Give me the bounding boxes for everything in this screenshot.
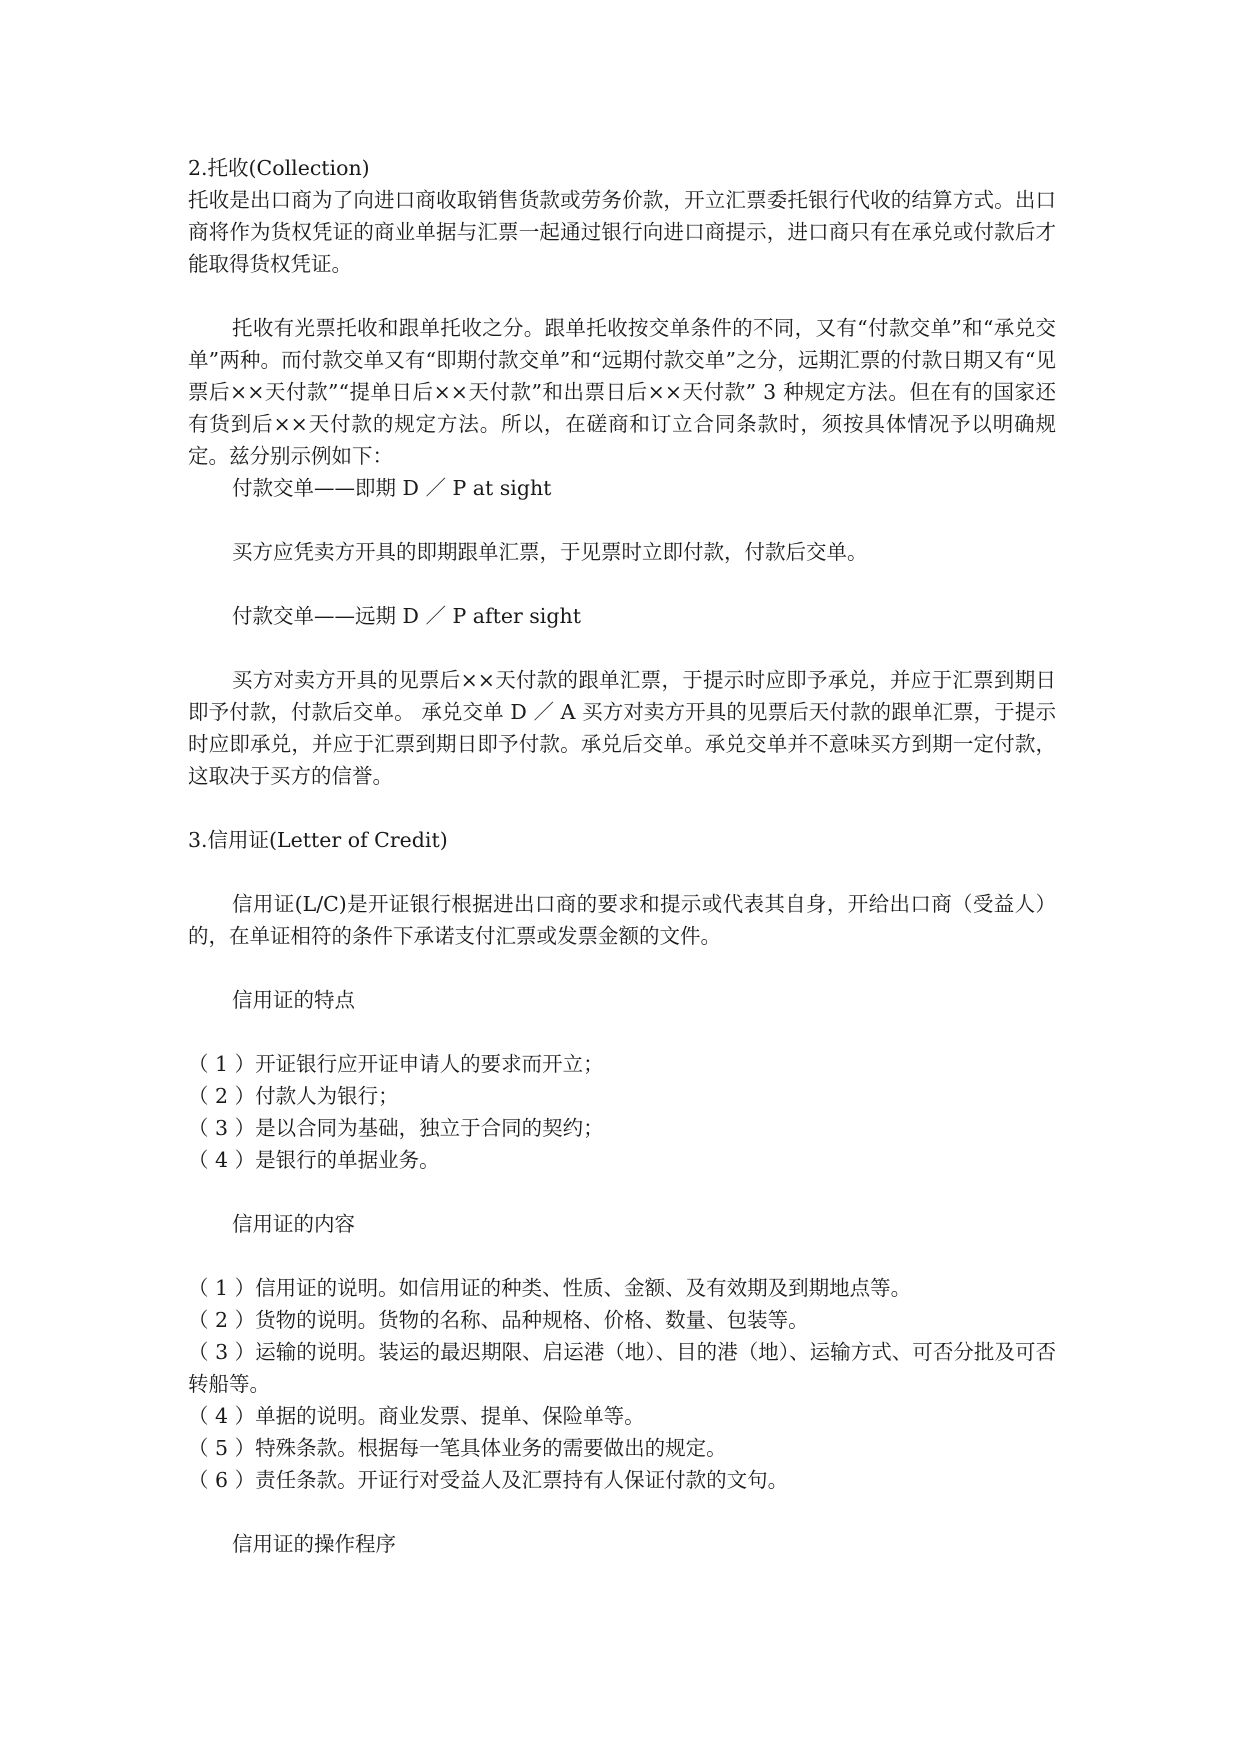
list-item: （ 3 ）运输的说明。装运的最迟期限、启运港（地）、目的港（地）、运输方式、可否分批及可否转船等。 (188, 1340, 1056, 1396)
dp-sight-text: 买方应凭卖方开具的即期跟单汇票，于见票时立即付款，付款后交单。 (232, 540, 868, 564)
spacer (188, 1176, 1056, 1208)
list-item: （ 2 ）货物的说明。货物的名称、品种规格、价格、数量、包装等。 (188, 1308, 809, 1332)
lc-features-list (188, 1048, 1056, 1176)
list-item: （ 4 ）单据的说明。商业发票、提单、保险单等。 (188, 1404, 645, 1428)
lc-heading: 3.信用证(Letter of Credit) (188, 828, 448, 852)
lc-definition: 信用证(L/C)是开证银行根据进出口商的要求和提示或代表其自身，开给出口商（受益人）的，在单证相符的条件下承诺支付汇票或发票金额的文件。 (188, 892, 1056, 948)
lc-contents-list (188, 1272, 1056, 1496)
spacer (188, 280, 1056, 312)
lc-procedure-title: 信用证的操作程序 (232, 1532, 396, 1556)
dp-sight-label: 付款交单——即期 D ／ P at sight (232, 476, 552, 500)
lc-contents-title: 信用证的内容 (232, 1212, 355, 1236)
collection-heading: 2.托收(Collection) (188, 156, 370, 180)
spacer (188, 632, 1056, 664)
spacer (188, 568, 1056, 600)
list-item: （ 3 ）是以合同为基础，独立于合同的契约； (188, 1116, 604, 1140)
list-item: （ 2 ）付款人为银行； (188, 1084, 399, 1108)
spacer (188, 504, 1056, 536)
list-item: （ 1 ）开证银行应开证申请人的要求而开立； (188, 1052, 604, 1076)
spacer (188, 1496, 1056, 1528)
dp-after-text: 买方对卖方开具的见票后××天付款的跟单汇票，于提示时应即予承兑，并应于汇票到期日即予付款，付款后交单。 承兑交单 D ／ A 买方对卖方开具的见票后天付款的跟单汇票，于提示时应即承兑，并应于汇票到期日即予付款。承兑后交单。承兑交单并不意味买方到期一定付款，这取决于买方的信誉。 (188, 668, 1056, 788)
list-item: （ 5 ）特殊条款。根据每一笔具体业务的需要做出的规定。 (188, 1436, 727, 1460)
spacer (188, 792, 1056, 824)
list-item: （ 1 ）信用证的说明。如信用证的种类、性质、金额、及有效期及到期地点等。 (188, 1276, 912, 1300)
list-item: （ 6 ）责任条款。开证行对受益人及汇票持有人保证付款的文句。 (188, 1468, 789, 1492)
collection-intro: 托收是出口商为了向进口商收取销售货款或劳务价款，开立汇票委托银行代收的结算方式。出口商将作为货权凭证的商业单据与汇票一起通过银行向进口商提示，进口商只有在承兑或付款后才能取得货权凭证。 (188, 188, 1056, 276)
spacer (188, 952, 1056, 984)
lc-features-title: 信用证的特点 (232, 988, 355, 1012)
document-page (188, 152, 1056, 1560)
collection-types: 托收有光票托收和跟单托收之分。跟单托收按交单条件的不同，又有“付款交单”和“承兑交单”两种。而付款交单又有“即期付款交单”和“远期付款交单”之分，远期汇票的付款日期又有“见票后××天付款”“提单日后××天付款”和出票日后××天付款” 3 种规定方法。但在有的国家还有货到后××天付款的规定方法。所以，在磋商和订立合同条款时，须按具体情况予以明确规定。兹分别示例如下： (188, 316, 1056, 468)
spacer (188, 1016, 1056, 1048)
list-item: （ 4 ）是银行的单据业务。 (188, 1148, 440, 1172)
spacer (188, 856, 1056, 888)
spacer (188, 1240, 1056, 1272)
dp-after-label: 付款交单——远期 D ／ P after sight (232, 604, 581, 628)
